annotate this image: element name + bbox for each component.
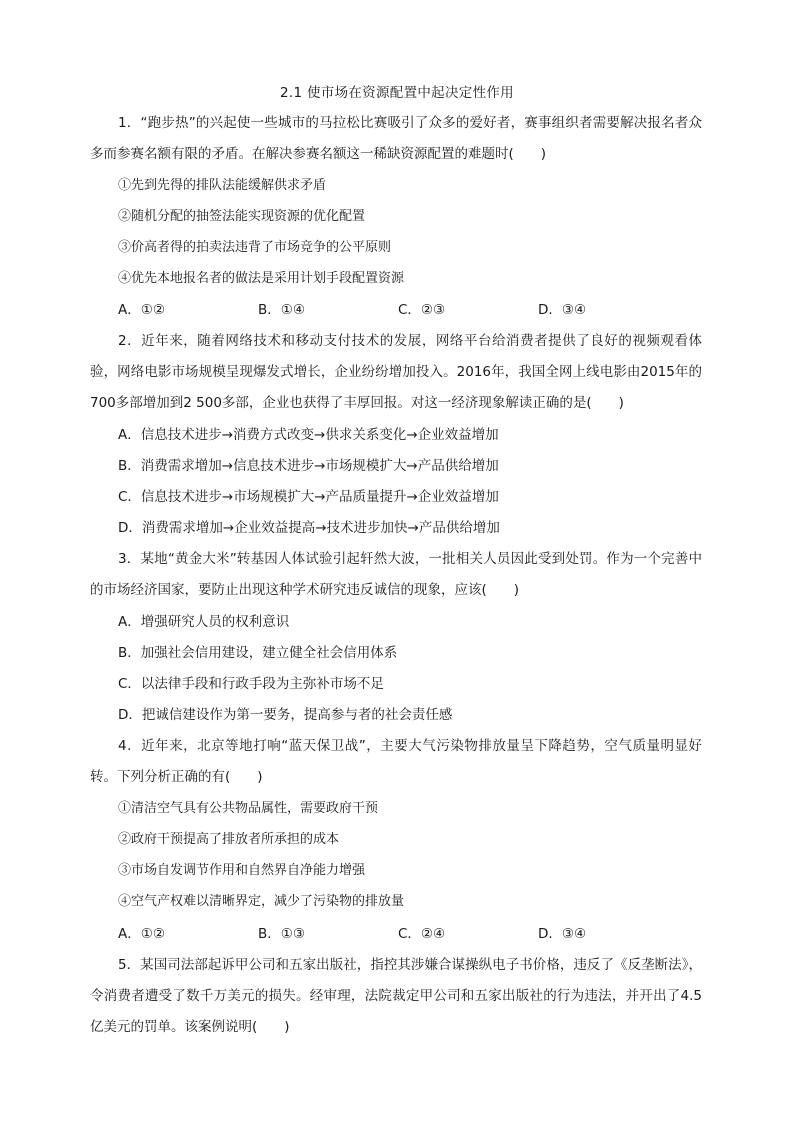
question-1-statement-1: ①先到先得的排队法能缓解供求矛盾 <box>118 178 327 193</box>
question-2-option-b: B．消费需求增加→信息技术进步→市场规模扩大→产品供给增加 <box>118 458 499 474</box>
question-1-options <box>118 300 678 320</box>
question-4-option-b: B．①③ <box>258 926 305 942</box>
question-1-option-a: A．①② <box>118 302 165 318</box>
question-3-option-a: A．增强研究人员的权利意识 <box>118 614 290 630</box>
question-4-statement-2: ②政府干预提高了排放者所承担的成本 <box>118 832 340 847</box>
question-4-option-a: A．①② <box>118 926 165 942</box>
question-1-statement-3: ③价高者得的拍卖法违背了市场竞争的公平原则 <box>118 240 392 255</box>
question-3-option-b: B．加强社会信用建设，建立健全社会信用体系 <box>118 645 398 661</box>
question-4-statement-1: ①清洁空气具有公共物品属性，需要政府干预 <box>118 801 379 816</box>
question-4-statement-4: ④空气产权难以清晰界定，减少了污染物的排放量 <box>118 894 405 909</box>
question-2-option-c: C．信息技术进步→市场规模扩大→产品质量提升→企业效益增加 <box>118 489 499 505</box>
question-1-option-c: C．②③ <box>398 302 446 318</box>
question-1-statement-4: ④优先本地报名者的做法是采用计划手段配置资源 <box>118 271 405 286</box>
question-1-stem: 1．“跑步热”的兴起使一些城市的马拉松比赛吸引了众多的爱好者，赛事组织者需要解决报名者众多而参赛名额有限的矛盾。在解决参赛名额这一稀缺资源配置的难题时( ) <box>90 115 702 162</box>
question-1-option-b: B．①④ <box>258 302 305 318</box>
question-4-option-d: D．③④ <box>538 926 587 942</box>
question-2-stem: 2．近年来，随着网络技术和移动支付技术的发展，网络平台给消费者提供了良好的视频观看体验，网络电影市场规模呈现爆发式增长，企业纷纷增加投入。2016年，我国全网上线电影由2015年的700多部增加到2 500多部，企业也获得了丰厚回报。对这一经济现象解读正确的是( ) <box>90 333 702 411</box>
question-2-option-d: D．消费需求增加→企业效益提高→技术进步加快→产品供给增加 <box>118 520 500 536</box>
page-title: 2.1 使市场在资源配置中起决定性作用 <box>280 85 514 101</box>
question-4-stem: 4．近年来，北京等地打响“蓝天保卫战”，主要大气污染物排放量呈下降趋势，空气质量明显好转。下列分析正确的有( ) <box>90 738 702 785</box>
question-1-statement-2: ②随机分配的抽签法能实现资源的优化配置 <box>118 209 366 224</box>
question-3-option-d: D．把诚信建设作为第一要务，提高参与者的社会责任感 <box>118 707 453 723</box>
question-2-option-a: A．信息技术进步→消费方式改变→供求关系变化→企业效益增加 <box>118 427 499 443</box>
question-5-stem: 5．某国司法部起诉甲公司和五家出版社，指控其涉嫌合谋操纵电子书价格，违反了《反垄断法》，令消费者遭受了数千万美元的损失。经审理，法院裁定甲公司和五家出版社的行为违法，并开出了4.5亿美元的罚单。该案例说明( ) <box>90 957 702 1035</box>
question-3-stem: 3．某地“黄金大米”转基因人体试验引起轩然大波，一批相关人员因此受到处罚。作为一个完善中的市场经济国家，要防止出现这种学术研究违反诚信的现象，应该( ) <box>90 551 702 598</box>
question-4-options <box>118 924 678 944</box>
question-1-option-d: D．③④ <box>538 302 587 318</box>
question-4-option-c: C．②④ <box>398 926 446 942</box>
question-3-option-c: C．以法律手段和行政手段为主弥补市场不足 <box>118 676 384 692</box>
question-4-statement-3: ③市场自发调节作用和自然界自净能力增强 <box>118 863 366 878</box>
